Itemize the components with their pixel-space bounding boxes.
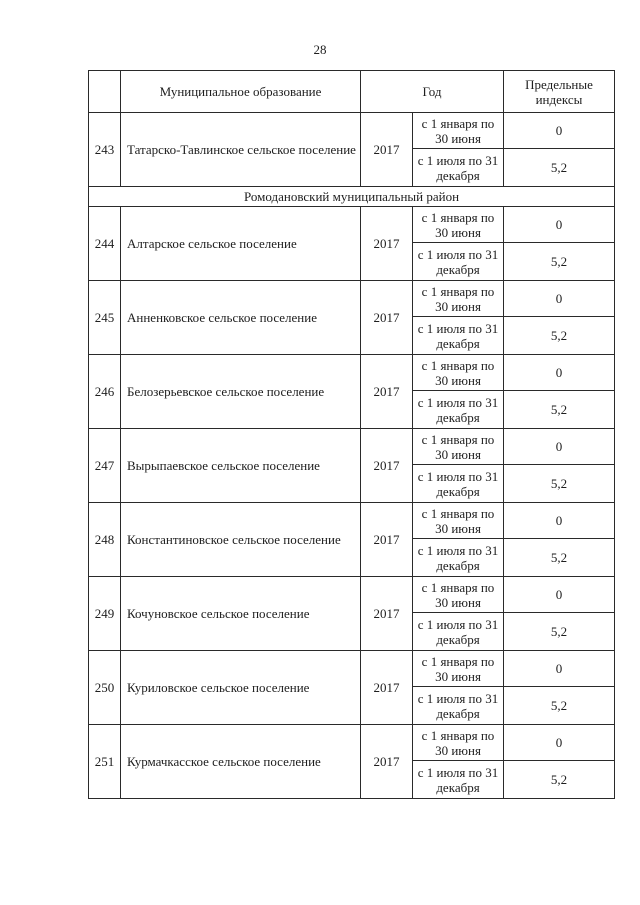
period-cell: с 1 июля по 31 декабря xyxy=(413,539,504,577)
year-cell: 2017 xyxy=(361,207,413,281)
table-row xyxy=(89,503,615,539)
row-number: 251 xyxy=(89,725,121,799)
period-cell: с 1 января по 30 июня xyxy=(413,113,504,149)
year-cell: 2017 xyxy=(361,429,413,503)
period-cell: с 1 января по 30 июня xyxy=(413,207,504,243)
index-cell: 5,2 xyxy=(504,465,615,503)
table-row xyxy=(89,281,615,317)
index-cell: 5,2 xyxy=(504,243,615,281)
municipality-name: Анненковское сельское поселение xyxy=(121,281,361,355)
year-cell: 2017 xyxy=(361,651,413,725)
period-cell: с 1 июля по 31 декабря xyxy=(413,317,504,355)
municipality-name: Вырыпаевское сельское поселение xyxy=(121,429,361,503)
table-row xyxy=(89,207,615,243)
period-cell: с 1 июля по 31 декабря xyxy=(413,391,504,429)
period-cell: с 1 июля по 31 декабря xyxy=(413,149,504,187)
period-cell: с 1 июля по 31 декабря xyxy=(413,465,504,503)
table-row xyxy=(89,577,615,613)
table-row xyxy=(89,651,615,687)
period-cell: с 1 января по 30 июня xyxy=(413,577,504,613)
table-row xyxy=(89,355,615,391)
year-cell: 2017 xyxy=(361,113,413,187)
index-cell: 5,2 xyxy=(504,391,615,429)
period-cell: с 1 июля по 31 декабря xyxy=(413,761,504,799)
municipality-name: Куриловское сельское поселение xyxy=(121,651,361,725)
municipality-name: Курмачкасское сельское поселение xyxy=(121,725,361,799)
index-cell: 5,2 xyxy=(504,317,615,355)
header-limit-index: Предельные индексы xyxy=(504,71,615,113)
period-cell: с 1 июля по 31 декабря xyxy=(413,613,504,651)
period-cell: с 1 января по 30 июня xyxy=(413,429,504,465)
index-cell: 0 xyxy=(504,503,615,539)
row-number: 249 xyxy=(89,577,121,651)
municipality-name: Белозерьевское сельское поселение xyxy=(121,355,361,429)
row-number: 244 xyxy=(89,207,121,281)
period-cell: с 1 июля по 31 декабря xyxy=(413,243,504,281)
index-cell: 5,2 xyxy=(504,149,615,187)
row-number: 243 xyxy=(89,113,121,187)
period-cell: с 1 июля по 31 декабря xyxy=(413,687,504,725)
index-cell: 0 xyxy=(504,355,615,391)
period-cell: с 1 января по 30 июня xyxy=(413,725,504,761)
period-cell: с 1 января по 30 июня xyxy=(413,355,504,391)
index-cell: 0 xyxy=(504,429,615,465)
index-cell: 5,2 xyxy=(504,539,615,577)
year-cell: 2017 xyxy=(361,725,413,799)
period-cell: с 1 января по 30 июня xyxy=(413,503,504,539)
index-cell: 5,2 xyxy=(504,613,615,651)
row-number: 248 xyxy=(89,503,121,577)
index-cell: 0 xyxy=(504,651,615,687)
row-number: 250 xyxy=(89,651,121,725)
index-cell: 0 xyxy=(504,113,615,149)
index-cell: 0 xyxy=(504,577,615,613)
municipality-name: Татарско-Тавлинское сельское поселение xyxy=(121,113,361,187)
year-cell: 2017 xyxy=(361,503,413,577)
period-cell: с 1 января по 30 июня xyxy=(413,651,504,687)
municipality-name: Константиновское сельское поселение xyxy=(121,503,361,577)
tariff-index-table xyxy=(88,70,615,799)
header-year: Год xyxy=(361,71,504,113)
district-name: Ромодановский муниципальный район xyxy=(89,187,615,207)
index-cell: 0 xyxy=(504,281,615,317)
year-cell: 2017 xyxy=(361,577,413,651)
municipality-name: Алтарское сельское поселение xyxy=(121,207,361,281)
header-municipality: Муниципальное образование xyxy=(121,71,361,113)
municipality-name: Кочуновское сельское поселение xyxy=(121,577,361,651)
index-cell: 5,2 xyxy=(504,687,615,725)
index-cell: 0 xyxy=(504,207,615,243)
index-cell: 0 xyxy=(504,725,615,761)
header-num xyxy=(89,71,121,113)
row-number: 246 xyxy=(89,355,121,429)
row-number: 245 xyxy=(89,281,121,355)
table-row xyxy=(89,429,615,465)
year-cell: 2017 xyxy=(361,355,413,429)
table-row xyxy=(89,725,615,761)
row-number: 247 xyxy=(89,429,121,503)
district-row xyxy=(89,187,615,207)
year-cell: 2017 xyxy=(361,281,413,355)
index-cell: 5,2 xyxy=(504,761,615,799)
period-cell: с 1 января по 30 июня xyxy=(413,281,504,317)
table-header-row xyxy=(89,71,615,113)
table-row xyxy=(89,113,615,149)
page-number: 28 xyxy=(313,42,327,57)
